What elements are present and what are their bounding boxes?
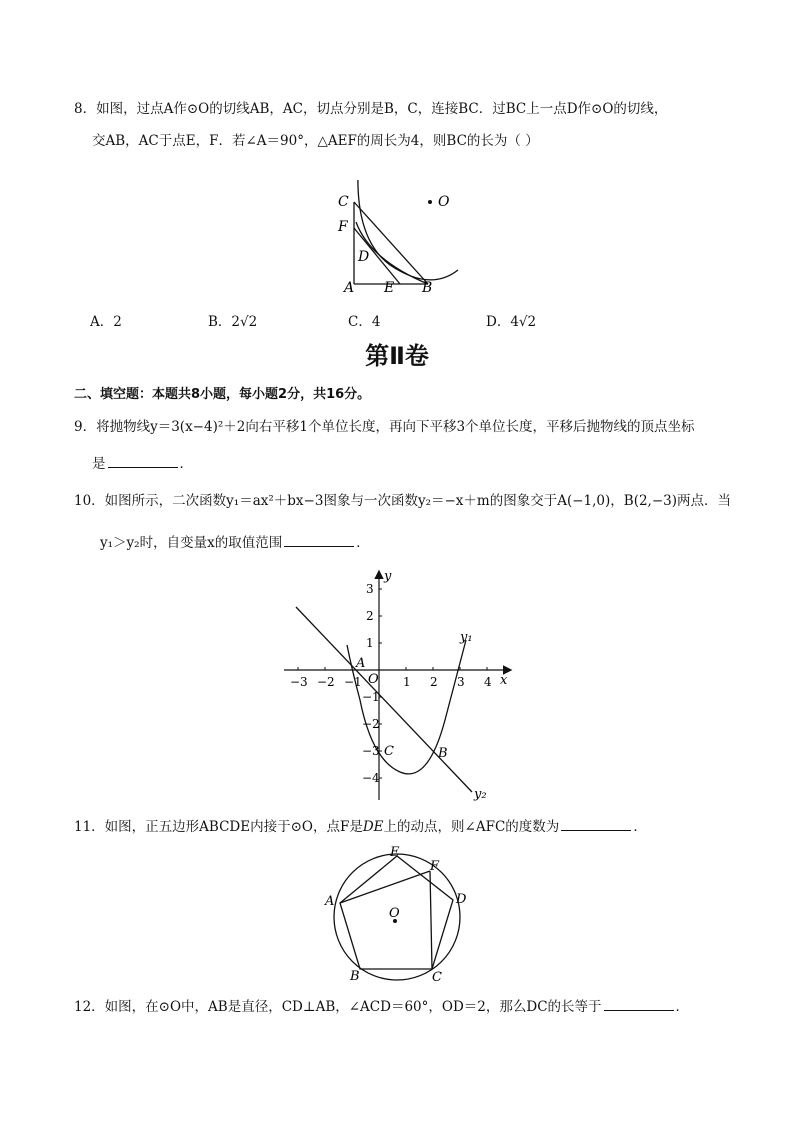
point-b-label: B: [438, 746, 448, 761]
point-c-label: C: [384, 744, 394, 759]
q9-answer-blank[interactable]: [108, 453, 178, 468]
point-a-label: A: [356, 656, 366, 671]
x-tick-1: 1: [403, 675, 411, 689]
fig8-label-o: O: [438, 194, 450, 210]
q9-suffix: ．: [179, 456, 193, 472]
fig8-label-a: A: [344, 280, 355, 295]
fig11-label-f: F: [430, 859, 440, 874]
q12-end: ．: [675, 999, 690, 1015]
fig11-label-o: O: [389, 906, 400, 921]
curve-y2-label: y₂: [474, 787, 487, 802]
fig8-label-e: E: [384, 280, 395, 295]
q12-text: 12．如图，在⊙O中，AB是直径，CD⊥AB，∠ACD＝60°，OD＝2，那么DC的长等于: [74, 999, 602, 1015]
q8-line1: 8．如图，过点A作⊙O的切线AB，AC，切点分别是B，C，连接BC．过BC上一点D作⊙O的切线，: [74, 101, 668, 117]
q10-line1: 10．如图所示，二次函数y₁＝ax²＋bx−3图象与一次函数y₂＝−x＋m的图象交于A(−1,0)，B(2,−3)两点．当: [74, 493, 732, 509]
q8-option-d: D．4√2: [486, 314, 537, 330]
curve-y1-label: y₁: [460, 630, 473, 645]
q9-line1: 9．将抛物线y＝3(x−4)²＋2向右平移1个单位长度，再向下平移3个单位长度，平移后抛物线的顶点坐标: [74, 419, 695, 435]
q10-suffix: ．: [356, 535, 370, 551]
y-tick-neg1: −1: [362, 690, 380, 704]
y-tick-neg2: −2: [362, 717, 380, 731]
y-axis-label: y: [384, 569, 392, 584]
q11-figure: [320, 842, 480, 984]
y-tick-3: 3: [366, 582, 374, 596]
q8-option-c: C．4: [348, 314, 381, 330]
x-tick-4: 4: [484, 675, 492, 689]
x-tick-2: 2: [430, 675, 438, 689]
q12-line1: [74, 996, 689, 1018]
y-tick-1: 1: [366, 636, 374, 650]
y-tick-neg3: −3: [362, 744, 380, 758]
q10-graph: [280, 566, 520, 806]
q8-option-a: A．2: [90, 314, 122, 330]
fill-section-header: 二、填空题：本题共8小题，每小题2分，共16分。: [74, 387, 371, 402]
q11-end: ．: [633, 819, 647, 835]
fig8-label-c: C: [338, 194, 349, 210]
q9-prefix: 是: [92, 456, 106, 472]
q11-suffix: 上的动点，则∠AFC的度数为: [383, 819, 560, 835]
x-tick-neg2: −2: [317, 675, 335, 689]
q10-line-y2: [296, 607, 472, 792]
q11-prefix: 11．如图，正五边形ABCDE内接于⊙O，点F是: [74, 819, 363, 835]
fig11-label-e: E: [390, 845, 400, 860]
q12-answer-blank[interactable]: [604, 996, 674, 1011]
fig8-label-f: F: [338, 219, 348, 235]
q10-answer-blank[interactable]: [284, 532, 354, 547]
fig8-label-b: B: [422, 280, 433, 295]
q11-arc: DE: [362, 819, 384, 835]
fig11-label-c: C: [432, 970, 442, 984]
q8-option-b: B．2√2: [208, 314, 258, 330]
x-tick-neg1: −1: [344, 675, 362, 689]
origin-label: O: [368, 672, 379, 687]
x-tick-neg3: −3: [290, 675, 308, 689]
fig8-label-d: D: [358, 249, 370, 265]
fig11-label-d: D: [456, 892, 467, 907]
q11-answer-blank[interactable]: [561, 816, 631, 831]
q8-figure: [330, 180, 470, 295]
fig11-label-a: A: [325, 894, 335, 909]
y-tick-neg4: −4: [362, 771, 380, 785]
q10-prefix: y₁＞y₂时，自变量x的取值范围: [100, 535, 283, 551]
q8-line2: 交AB，AC于点E，F．若∠A＝90°，△AEF的周长为4，则BC的长为（ ）: [92, 133, 539, 149]
x-axis-label: x: [500, 673, 508, 688]
q10-line2: [100, 532, 370, 554]
q11-line1: [74, 816, 647, 838]
section-title: 第Ⅱ卷: [365, 342, 429, 370]
q9-line2: [92, 453, 193, 475]
y-tick-2: 2: [366, 609, 374, 623]
fig11-label-b: B: [350, 969, 360, 984]
x-tick-3: 3: [457, 675, 465, 689]
